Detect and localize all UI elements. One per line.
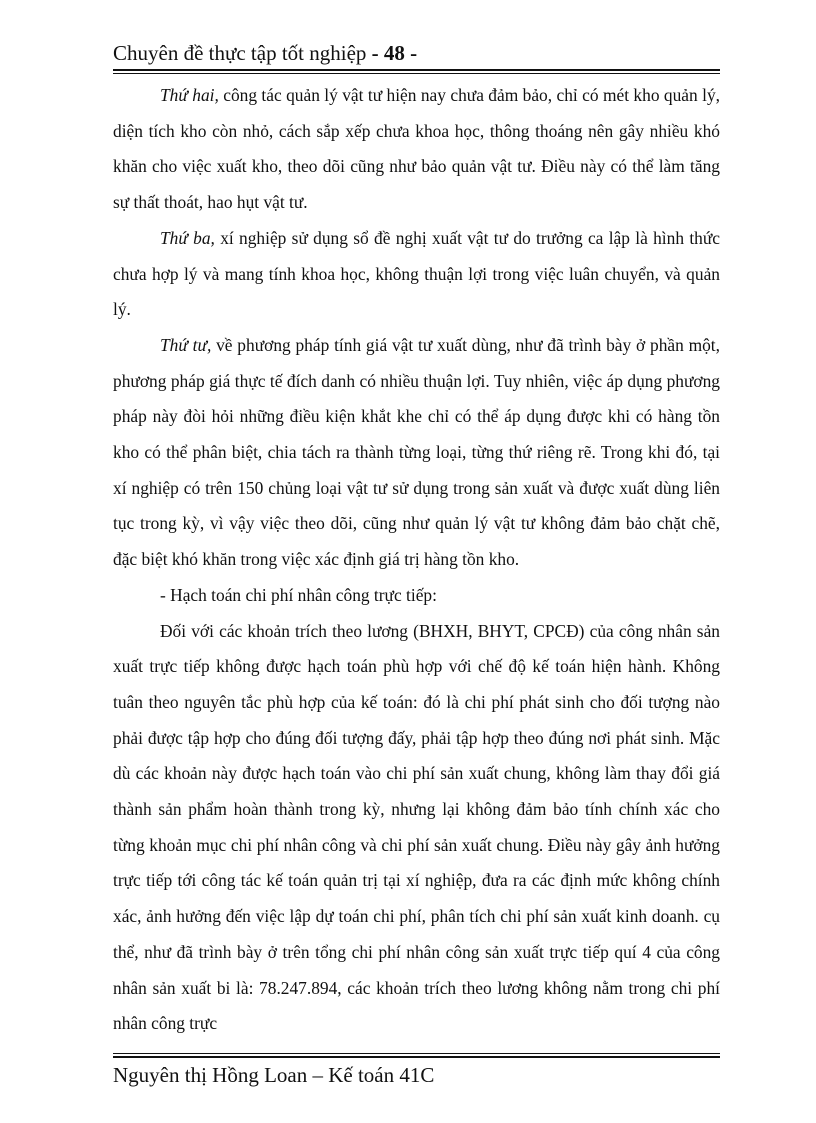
section-heading xyxy=(113,578,720,614)
paragraph-text: xí nghiệp sử dụng sổ đề nghị xuất vật tư do trưởng ca lập là hình thức chưa hợp lý và mang tính khoa học, không thuận lợi trong việc luân chuyển, và quản lý. xyxy=(113,227,720,320)
footer-rule-thin xyxy=(113,1053,720,1054)
paragraph-lead: Thứ tư, xyxy=(160,334,212,355)
body-text xyxy=(113,78,720,1042)
paragraph-thu-ba xyxy=(113,221,720,328)
paragraph-lead: Thứ hai, xyxy=(160,85,219,105)
page-footer: Nguyên thị Hồng Loan – Kế toán 41C xyxy=(113,1063,435,1087)
header-rule-thin xyxy=(113,73,720,74)
page-header xyxy=(113,38,720,68)
paragraph-lead: Thứ ba, xyxy=(160,227,215,248)
header-title: Chuyên đề thực tập tốt nghiệp xyxy=(113,41,372,65)
paragraph-text: - Hạch toán chi phí nhân công trực tiếp: xyxy=(160,584,437,605)
paragraph-text: công tác quản lý vật tư hiện nay chưa đảm bảo, chỉ có mét kho quản lý, diện tích kho còn nhỏ, cách sắp xếp chưa khoa học, thông thoáng nên gây nhiều khó khăn cho việc xuất kho, theo dõi cũng như bảo quản vật tư. Điều này có thể làm tăng sự thất thoát, hao hụt vật tư. xyxy=(113,85,720,213)
paragraph-thu-tu xyxy=(113,328,720,578)
footer-rule-thick xyxy=(113,1056,720,1058)
header-page-number: - 48 - xyxy=(371,41,418,65)
paragraph-thu-hai xyxy=(113,78,720,221)
paragraph-khoan-trich xyxy=(113,614,720,1042)
paragraph-text: Đối với các khoản trích theo lương (BHXH, BHYT, CPCĐ) của công nhân sản xuất trực tiếp không được hạch toán phù hợp với chế độ kế toán hiện hành. Không tuân theo nguyên tắc phù hợp của kế toán: đó là chi phí phát sinh cho đối tượng nào phải được tập hợp cho đúng đối tượng đấy, phải tập hợp theo đúng nơi phát sinh. Mặc dù các khoản này được hạch toán vào chi phí sản xuất chung, không làm thay đổi giá thành sản phẩm hoàn thành trong kỳ, nhưng lại không đảm bảo tính chính xác cho từng khoản mục chi phí nhân công và chi phí sản xuất chung. Điều này gây ảnh hưởng trực tiếp tới công tác kế toán quản trị tại xí nghiệp, đưa ra các định mức không chính xác, ảnh hưởng đến việc lập dự toán chi phí, phân tích chi phí sản xuất kinh doanh. cụ thể, như đã trình bày ở trên tổng chi phí nhân công sản xuất trực tiếp quí 4 của công nhân sản xuất bi là: 78.247.894, các khoản trích theo lương không nằm trong chi phí nhân công trực xyxy=(113,620,720,1034)
header-rule-thick xyxy=(113,69,720,71)
paragraph-text: về phương pháp tính giá vật tư xuất dùng, như đã trình bày ở phần một, phương pháp giá thực tế đích danh có nhiều thuận lợi. Tuy nhiên, việc áp dụng phương pháp này đòi hỏi những điều kiện khắt khe chỉ có thể áp dụng được khi có hàng tồn kho có thể phân biệt, chia tách ra thành từng loại, từng thứ riêng rẽ. Trong khi đó, tại xí nghiệp có trên 150 chủng loại vật tư sử dụng trong sản xuất và được xuất dùng liên tục trong kỳ, vì vậy việc theo dõi, cũng như quản lý vật tư không đảm bảo chặt chẽ, đặc biệt khó khăn trong việc xác định giá trị hàng tồn kho. xyxy=(113,334,720,570)
